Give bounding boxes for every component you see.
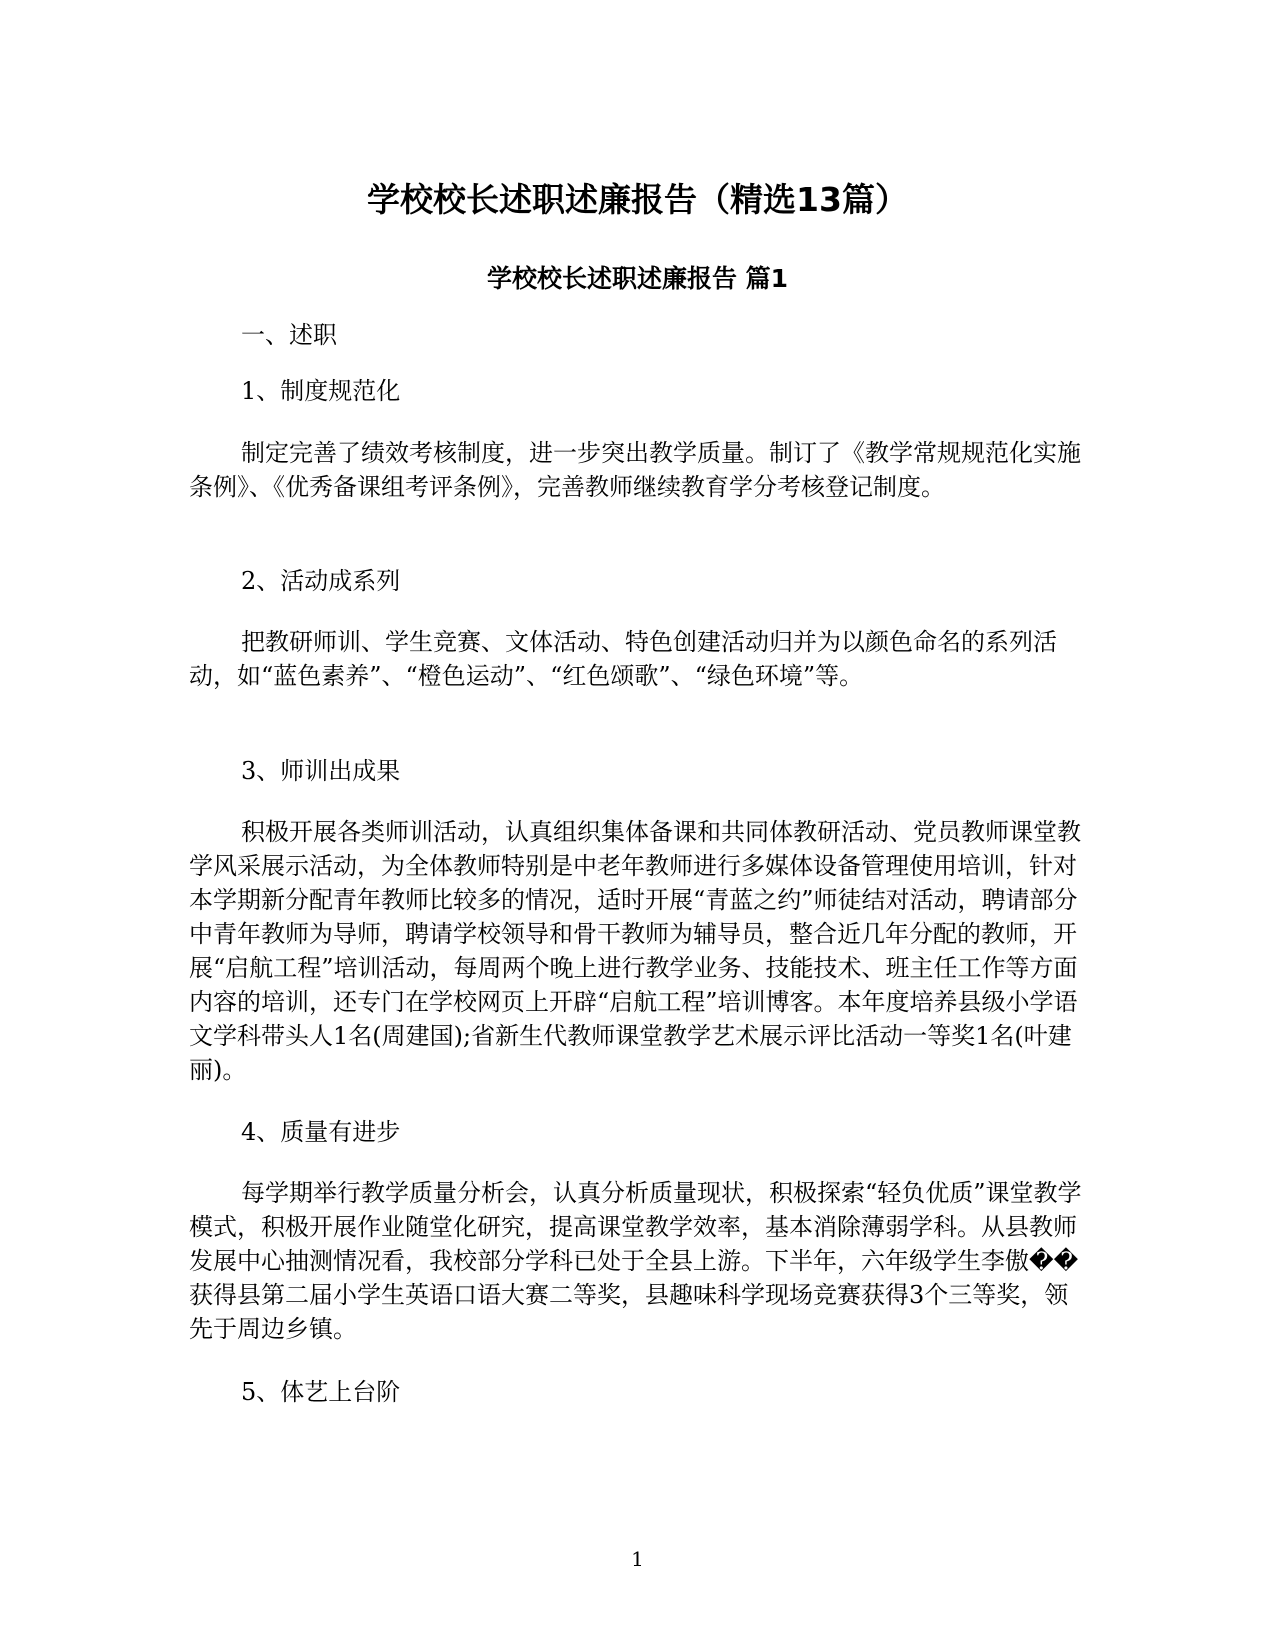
item-heading-5: 5、体艺上台阶 bbox=[241, 1378, 401, 1406]
item-heading-4: 4、质量有进步 bbox=[241, 1118, 401, 1146]
document-title: 学校校长述职述廉报告（精选13篇） bbox=[367, 180, 908, 219]
heading-shuzhi: 一、述职 bbox=[241, 321, 337, 349]
paragraph-2: 把教研师训、学生竞赛、文体活动、特色创建活动归并为以颜色命名的系列活动，如“蓝色素养”、“橙色运动”、“红色颂歌”、“绿色环境”等。 bbox=[189, 628, 1057, 690]
paragraph-1: 制定完善了绩效考核制度，进一步突出教学质量。制订了《教学常规规范化实施条例》、《优秀备课组考评条例》，完善教师继续教育学分考核登记制度。 bbox=[189, 439, 1081, 501]
page-number: 1 bbox=[631, 1547, 644, 1571]
paragraph-3: 积极开展各类师训活动，认真组织集体备课和共同体教研活动、党员教师课堂教学风采展示活动，为全体教师特别是中老年教师进行多媒体设备管理使用培训，针对本学期新分配青年教师比较多的情况，适时开展“青蓝之约”师徒结对活动，聘请部分中青年教师为导师，聘请学校领导和骨干教师为辅导员，整合近几年分配的教师，开展“启航工程”培训活动，每周两个晚上进行教学业务、技能技术、班主任工作等方面内容的培训，还专门在学校网页上开辟“启航工程”培训博客。本年度培养县级小学语文学科带头人1名(周建国);省新生代教师课堂教学艺术展示评比活动一等奖1名(叶建丽)。 bbox=[189, 818, 1081, 1084]
item-heading-1: 1、制度规范化 bbox=[241, 377, 401, 405]
section-title: 学校校长述职述廉报告 篇1 bbox=[486, 264, 789, 293]
item-heading-3: 3、师训出成果 bbox=[241, 757, 401, 785]
paragraph-4: 每学期举行教学质量分析会，认真分析质量现状，积极探索“轻负优质”课堂教学模式，积极开展作业随堂化研究，提高课堂教学效率，基本消除薄弱学科。从县教师发展中心抽测情况看，我校部分学科已处于全县上游。下半年，六年级学生李傲��获得县第二届小学生英语口语大赛二等奖，县趣味科学现场竞赛获得3个三等奖，领先于周边乡镇。 bbox=[189, 1179, 1082, 1343]
item-heading-2: 2、活动成系列 bbox=[241, 567, 401, 595]
